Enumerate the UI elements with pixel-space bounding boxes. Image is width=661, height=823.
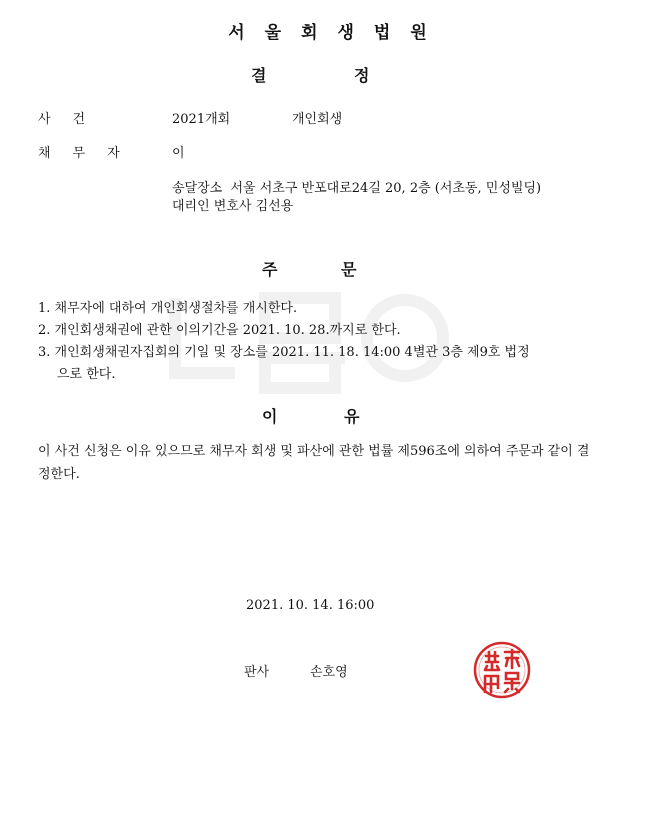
agent-line: 대리인 변호사 김선용	[172, 199, 294, 214]
service-label: 송달장소	[172, 181, 223, 196]
judge-seal-stamp	[472, 640, 532, 700]
reason-text: 이 사건 신청은 이유 있으므로 채무자 회생 및 파산에 관한 법률 제596조에 의하여 주문과 같이 결정한다.	[38, 444, 590, 482]
doc-title-left: 결	[251, 66, 267, 85]
debtor-label: 채무자	[38, 146, 142, 161]
debtor-name: 이	[172, 146, 185, 161]
order-title-right: 문	[341, 260, 357, 279]
service-address-line	[172, 177, 541, 196]
reason-title-left: 이	[262, 407, 278, 426]
order-item-2: 2. 개인회생채권에 관한 이의기간을 2021. 10. 28.까지로 한다.	[38, 323, 401, 338]
case-number: 2021개회	[172, 112, 231, 127]
judge-title: 판사	[244, 665, 270, 680]
order-item-1: 1. 채무자에 대하여 개인회생절차를 개시한다.	[38, 301, 298, 316]
case-type: 개인회생	[292, 112, 343, 127]
service-address: 서울 서초구 반포대로24길 20, 2층 (서초동, 민성빌딩)	[230, 181, 542, 196]
order-title-left: 주	[262, 260, 278, 279]
doc-title-right: 정	[354, 66, 370, 85]
reason-title-right: 유	[344, 407, 360, 426]
order-item-3-continued: 으로 한다.	[57, 367, 116, 382]
watermark	[165, 278, 455, 398]
order-item-3: 3. 개인회생채권자집회의 기일 및 장소를 2021. 11. 18. 14:00 4별관 3층 제9호 법정	[38, 345, 530, 360]
court-name: 서울회생법원	[228, 23, 447, 43]
case-label: 사건	[38, 112, 108, 127]
decision-date: 2021. 10. 14. 16:00	[246, 598, 375, 613]
judge-name: 손호영	[310, 665, 348, 680]
